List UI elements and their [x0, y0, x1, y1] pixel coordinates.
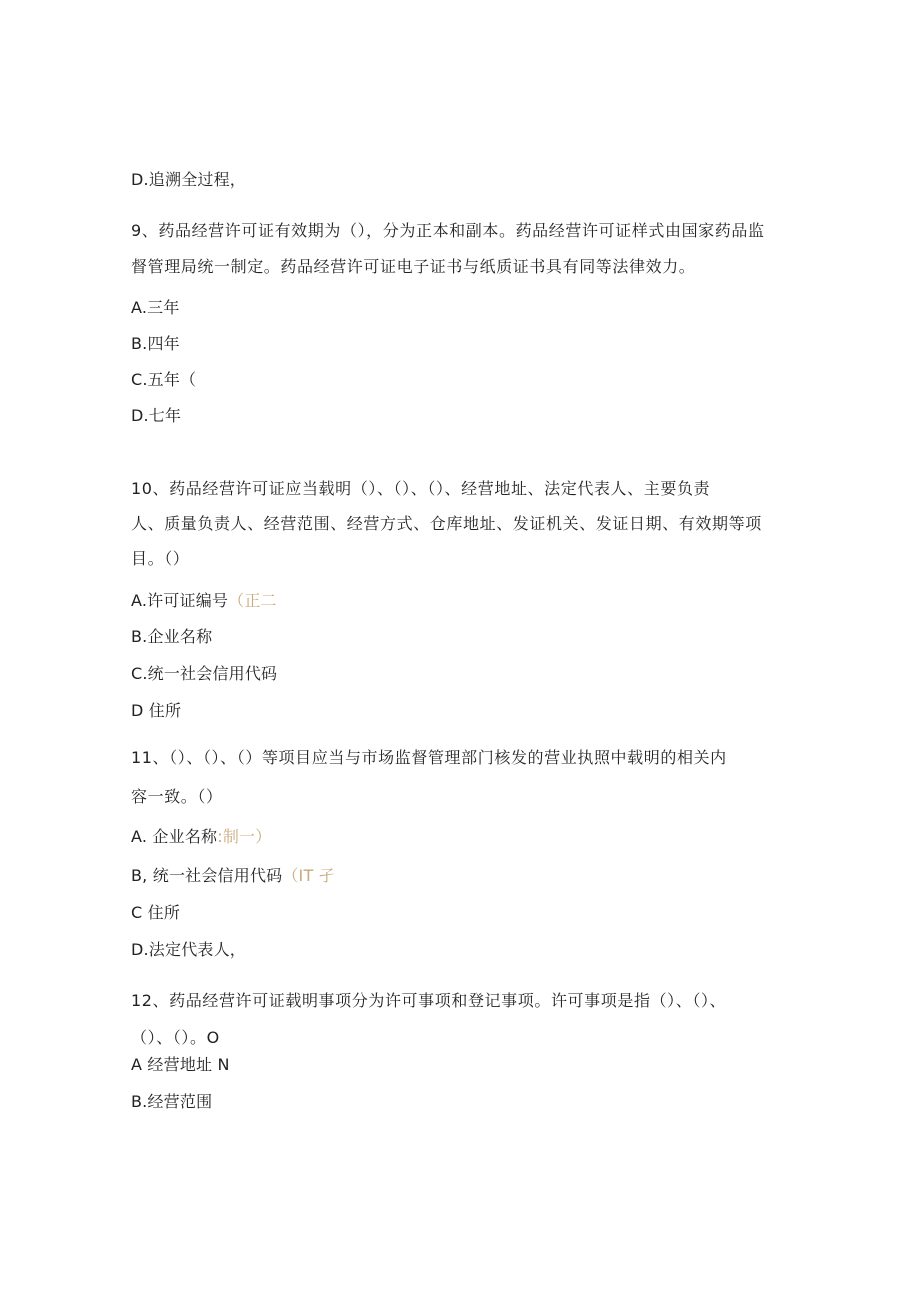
- q11-option-b: [131, 866, 335, 886]
- q11-text-line-1: 11、（）、（）、（）等项目应当与市场监督管理部门核发的营业执照中载明的相关内: [131, 748, 727, 767]
- q10-option-b: [131, 627, 212, 647]
- q11-option-a: [131, 827, 271, 847]
- handwritten-mark: （正二: [228, 591, 277, 610]
- option-label: B.经营范围: [131, 1092, 213, 1111]
- q10-option-d: [131, 701, 181, 721]
- q12-text-line-1: 12、药品经营许可证载明事项分为许可事项和登记事项。许可事项是指（）、（）、: [131, 991, 727, 1010]
- q9-text-line-2: 督管理局统一制定。药品经营许可证电子证书与纸质证书具有同等法律效力。: [131, 257, 696, 276]
- q12-text-line-2: （）、（）。O: [131, 1028, 220, 1047]
- q9-option-a: [131, 298, 180, 318]
- q10-text-line-1: 10、药品经营许可证应当载明（）、（）、（）、经营地址、法定代表人、主要负责: [131, 479, 711, 498]
- option-label: C 住所: [131, 903, 181, 922]
- option-label: D.追溯全过程，: [131, 170, 247, 189]
- q11-option-c: [131, 903, 180, 923]
- option-label: A.许可证编号: [131, 591, 229, 610]
- q12-option-a: [131, 1055, 230, 1075]
- q11-option-d: [131, 940, 246, 960]
- option-label: B.四年: [131, 334, 180, 353]
- option-label: B, 统一社会信用代码: [131, 866, 283, 885]
- option-label: D.七年: [131, 406, 182, 425]
- q8-option-d: [131, 170, 246, 190]
- option-label: A. 企业名称: [131, 827, 218, 846]
- option-label: C.五年（: [131, 370, 197, 389]
- q9-option-d: [131, 406, 181, 426]
- q10-text-line-2: 人、质量负责人、经营范围、经营方式、仓库地址、发证机关、发证日期、有效期等项: [131, 514, 762, 533]
- option-label: B.企业名称: [131, 627, 213, 646]
- q9-option-b: [131, 334, 180, 354]
- handwritten-mark: :制一）: [217, 827, 272, 846]
- q10-text-line-3: 目。（）: [131, 549, 190, 568]
- q9-text-line-1: 9、药品经营许可证有效期为（），分为正本和副本。药品经营许可证样式由国家药品监: [131, 221, 765, 240]
- option-label: D 住所: [131, 701, 182, 720]
- handwritten-mark: （IT 孑: [282, 866, 335, 885]
- q11-text-line-2: 容一致。（）: [131, 787, 223, 806]
- option-label: C.统一社会信用代码: [131, 664, 278, 683]
- q12-option-b: [131, 1092, 212, 1112]
- q10-option-a: [131, 591, 277, 611]
- q10-option-c: [131, 664, 277, 684]
- option-label: A 经营地址 N: [131, 1055, 230, 1074]
- option-label: D.法定代表人，: [131, 940, 247, 959]
- q9-option-c: [131, 370, 196, 390]
- option-label: A.三年: [131, 298, 180, 317]
